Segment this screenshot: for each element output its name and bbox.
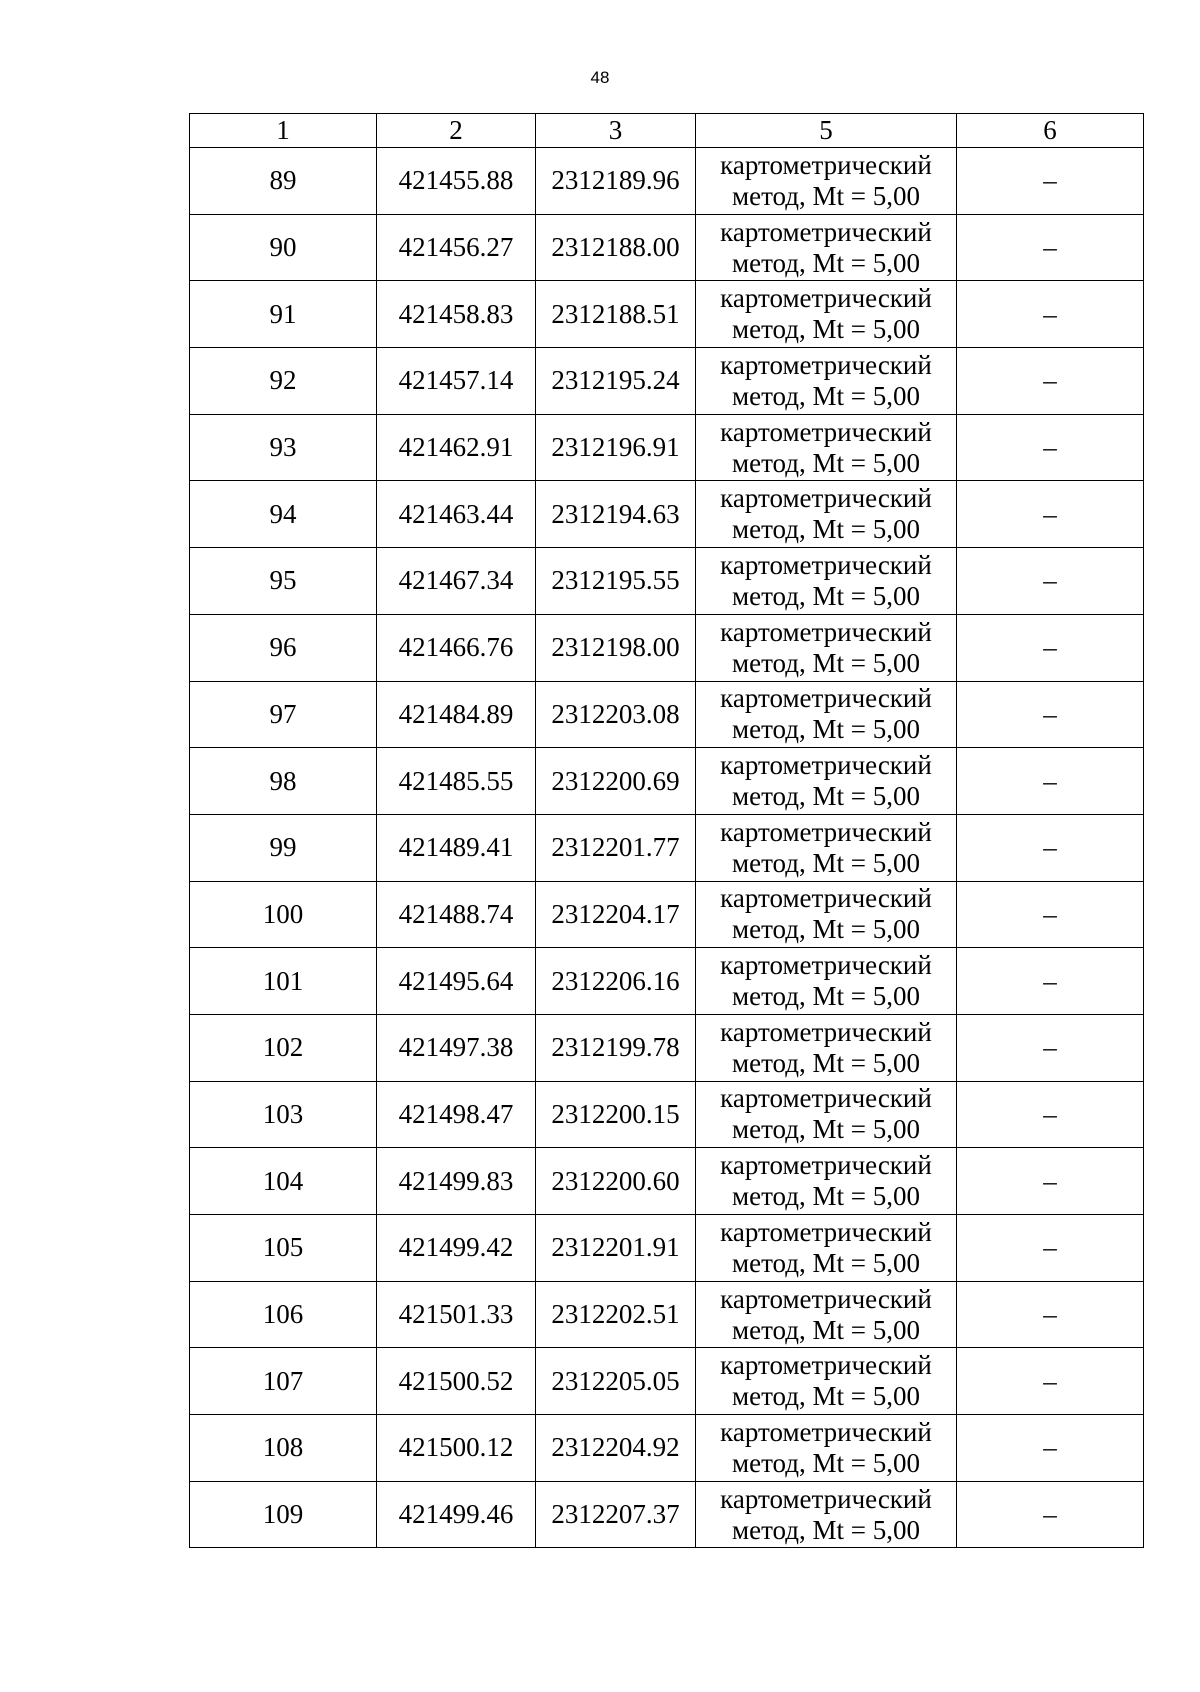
column-6-cell: –: [957, 348, 1144, 415]
table-row: [190, 481, 1144, 548]
x-coordinate-cell: 421458.83: [377, 281, 536, 348]
header-col-2: 2: [377, 114, 536, 148]
point-number-cell: 108: [190, 1415, 377, 1482]
method-line-2: метод, Mt = 5,00: [732, 714, 920, 745]
column-6-cell: –: [957, 1014, 1144, 1081]
column-6-cell: –: [957, 214, 1144, 281]
y-coordinate-cell: 2312200.15: [536, 1081, 696, 1148]
column-6-cell: –: [957, 1281, 1144, 1348]
y-coordinate-cell: 2312201.91: [536, 1215, 696, 1282]
method-line-2: метод, Mt = 5,00: [732, 1181, 920, 1212]
x-coordinate-cell: 421500.52: [377, 1348, 536, 1415]
method-line-2: метод, Mt = 5,00: [732, 580, 920, 611]
method-cell: [696, 1281, 957, 1348]
header-col-1: 1: [190, 114, 377, 148]
table-row: [190, 214, 1144, 281]
point-number-cell: 90: [190, 214, 377, 281]
point-number-cell: 99: [190, 814, 377, 881]
y-coordinate-cell: 2312189.96: [536, 148, 696, 215]
method-line-2: метод, Mt = 5,00: [732, 514, 920, 545]
point-number-cell: 98: [190, 748, 377, 815]
table-row: [190, 348, 1144, 415]
y-coordinate-cell: 2312200.60: [536, 1148, 696, 1215]
column-6-cell: –: [957, 948, 1144, 1015]
method-line-1: картометрический: [720, 950, 932, 981]
method-cell: [696, 1014, 957, 1081]
x-coordinate-cell: 421497.38: [377, 1014, 536, 1081]
method-cell: [696, 414, 957, 481]
point-number-cell: 104: [190, 1148, 377, 1215]
method-line-2: метод, Mt = 5,00: [732, 314, 920, 345]
method-line-1: картометрический: [720, 816, 932, 847]
method-line-1: картометрический: [720, 1416, 932, 1447]
table-header-row: [190, 114, 1144, 148]
y-coordinate-cell: 2312203.08: [536, 681, 696, 748]
x-coordinate-cell: 421466.76: [377, 614, 536, 681]
method-line-1: картометрический: [720, 750, 932, 781]
x-coordinate-cell: 421499.83: [377, 1148, 536, 1215]
table-row: [190, 1415, 1144, 1482]
method-cell: [696, 1481, 957, 1548]
point-number-cell: 106: [190, 1281, 377, 1348]
x-coordinate-cell: 421500.12: [377, 1415, 536, 1482]
column-6-cell: –: [957, 1081, 1144, 1148]
y-coordinate-cell: 2312206.16: [536, 948, 696, 1015]
method-line-1: картометрический: [720, 216, 932, 247]
coordinates-table: [189, 113, 1144, 1548]
column-6-cell: –: [957, 1148, 1144, 1215]
method-cell: [696, 814, 957, 881]
y-coordinate-cell: 2312204.92: [536, 1415, 696, 1482]
x-coordinate-cell: 421499.46: [377, 1481, 536, 1548]
method-line-2: метод, Mt = 5,00: [732, 1447, 920, 1478]
x-coordinate-cell: 421498.47: [377, 1081, 536, 1148]
method-line-1: картометрический: [720, 616, 932, 647]
table-row: [190, 1014, 1144, 1081]
column-6-cell: –: [957, 414, 1144, 481]
table-row: [190, 414, 1144, 481]
method-line-1: картометрический: [720, 683, 932, 714]
y-coordinate-cell: 2312195.55: [536, 548, 696, 615]
x-coordinate-cell: 421488.74: [377, 881, 536, 948]
method-cell: [696, 214, 957, 281]
method-cell: [696, 281, 957, 348]
table-row: [190, 1281, 1144, 1348]
header-col-5: 5: [696, 114, 957, 148]
method-line-2: метод, Mt = 5,00: [732, 1247, 920, 1278]
column-6-cell: –: [957, 281, 1144, 348]
point-number-cell: 89: [190, 148, 377, 215]
x-coordinate-cell: 421457.14: [377, 348, 536, 415]
column-6-cell: –: [957, 1215, 1144, 1282]
y-coordinate-cell: 2312202.51: [536, 1281, 696, 1348]
table-row: [190, 148, 1144, 215]
point-number-cell: 95: [190, 548, 377, 615]
y-coordinate-cell: 2312201.77: [536, 814, 696, 881]
method-line-1: картометрический: [720, 149, 932, 180]
column-6-cell: –: [957, 548, 1144, 615]
point-number-cell: 92: [190, 348, 377, 415]
x-coordinate-cell: 421495.64: [377, 948, 536, 1015]
x-coordinate-cell: 421456.27: [377, 214, 536, 281]
method-line-1: картометрический: [720, 1150, 932, 1181]
x-coordinate-cell: 421462.91: [377, 414, 536, 481]
column-6-cell: –: [957, 681, 1144, 748]
point-number-cell: 93: [190, 414, 377, 481]
column-6-cell: –: [957, 881, 1144, 948]
method-line-1: картометрический: [720, 283, 932, 314]
point-number-cell: 91: [190, 281, 377, 348]
point-number-cell: 102: [190, 1014, 377, 1081]
method-cell: [696, 1081, 957, 1148]
method-cell: [696, 748, 957, 815]
method-line-2: метод, Mt = 5,00: [732, 1047, 920, 1078]
method-cell: [696, 148, 957, 215]
method-line-1: картометрический: [720, 416, 932, 447]
method-cell: [696, 348, 957, 415]
method-cell: [696, 614, 957, 681]
method-line-1: картометрический: [720, 349, 932, 380]
point-number-cell: 94: [190, 481, 377, 548]
column-6-cell: –: [957, 814, 1144, 881]
table-row: [190, 881, 1144, 948]
method-cell: [696, 481, 957, 548]
table-row: [190, 1148, 1144, 1215]
x-coordinate-cell: 421501.33: [377, 1281, 536, 1348]
table-row: [190, 1081, 1144, 1148]
method-line-1: картометрический: [720, 483, 932, 514]
y-coordinate-cell: 2312207.37: [536, 1481, 696, 1548]
method-line-1: картометрический: [720, 1083, 932, 1114]
method-line-2: метод, Mt = 5,00: [732, 647, 920, 678]
x-coordinate-cell: 421499.42: [377, 1215, 536, 1282]
header-col-3: 3: [536, 114, 696, 148]
y-coordinate-cell: 2312194.63: [536, 481, 696, 548]
method-cell: [696, 1415, 957, 1482]
y-coordinate-cell: 2312200.69: [536, 748, 696, 815]
table-row: [190, 814, 1144, 881]
method-cell: [696, 881, 957, 948]
method-line-2: метод, Mt = 5,00: [732, 447, 920, 478]
y-coordinate-cell: 2312188.51: [536, 281, 696, 348]
method-cell: [696, 1215, 957, 1282]
method-line-2: метод, Mt = 5,00: [732, 1514, 920, 1545]
method-line-1: картометрический: [720, 883, 932, 914]
y-coordinate-cell: 2312199.78: [536, 1014, 696, 1081]
point-number-cell: 100: [190, 881, 377, 948]
table-row: [190, 548, 1144, 615]
y-coordinate-cell: 2312198.00: [536, 614, 696, 681]
x-coordinate-cell: 421484.89: [377, 681, 536, 748]
point-number-cell: 97: [190, 681, 377, 748]
column-6-cell: –: [957, 148, 1144, 215]
method-line-2: метод, Mt = 5,00: [732, 914, 920, 945]
method-line-2: метод, Mt = 5,00: [732, 1314, 920, 1345]
y-coordinate-cell: 2312196.91: [536, 414, 696, 481]
method-line-1: картометрический: [720, 549, 932, 580]
point-number-cell: 103: [190, 1081, 377, 1148]
column-6-cell: –: [957, 1348, 1144, 1415]
header-col-6: 6: [957, 114, 1144, 148]
table-body: [190, 148, 1144, 1548]
x-coordinate-cell: 421467.34: [377, 548, 536, 615]
method-line-2: метод, Mt = 5,00: [732, 847, 920, 878]
table-row: [190, 748, 1144, 815]
method-line-2: метод, Mt = 5,00: [732, 180, 920, 211]
column-6-cell: –: [957, 614, 1144, 681]
table-row: [190, 948, 1144, 1015]
method-cell: [696, 1348, 957, 1415]
point-number-cell: 105: [190, 1215, 377, 1282]
y-coordinate-cell: 2312204.17: [536, 881, 696, 948]
method-line-2: метод, Mt = 5,00: [732, 1381, 920, 1412]
method-line-1: картометрический: [720, 1283, 932, 1314]
column-6-cell: –: [957, 481, 1144, 548]
method-line-1: картометрический: [720, 1216, 932, 1247]
page-number: 48: [590, 68, 610, 87]
method-line-2: метод, Mt = 5,00: [732, 1114, 920, 1145]
method-line-2: метод, Mt = 5,00: [732, 247, 920, 278]
point-number-cell: 96: [190, 614, 377, 681]
point-number-cell: 109: [190, 1481, 377, 1548]
y-coordinate-cell: 2312195.24: [536, 348, 696, 415]
x-coordinate-cell: 421455.88: [377, 148, 536, 215]
table-row: [190, 1481, 1144, 1548]
table-row: [190, 281, 1144, 348]
y-coordinate-cell: 2312188.00: [536, 214, 696, 281]
method-line-2: метод, Mt = 5,00: [732, 380, 920, 411]
method-cell: [696, 1148, 957, 1215]
method-cell: [696, 681, 957, 748]
method-line-1: картометрический: [720, 1016, 932, 1047]
x-coordinate-cell: 421489.41: [377, 814, 536, 881]
method-line-2: метод, Mt = 5,00: [732, 981, 920, 1012]
x-coordinate-cell: 421463.44: [377, 481, 536, 548]
table-row: [190, 1348, 1144, 1415]
point-number-cell: 107: [190, 1348, 377, 1415]
method-cell: [696, 948, 957, 1015]
x-coordinate-cell: 421485.55: [377, 748, 536, 815]
column-6-cell: –: [957, 748, 1144, 815]
table-row: [190, 1215, 1144, 1282]
table-row: [190, 614, 1144, 681]
method-line-2: метод, Mt = 5,00: [732, 781, 920, 812]
y-coordinate-cell: 2312205.05: [536, 1348, 696, 1415]
method-cell: [696, 548, 957, 615]
method-line-1: картометрический: [720, 1483, 932, 1514]
column-6-cell: –: [957, 1415, 1144, 1482]
method-line-1: картометрический: [720, 1350, 932, 1381]
point-number-cell: 101: [190, 948, 377, 1015]
column-6-cell: –: [957, 1481, 1144, 1548]
table-row: [190, 681, 1144, 748]
